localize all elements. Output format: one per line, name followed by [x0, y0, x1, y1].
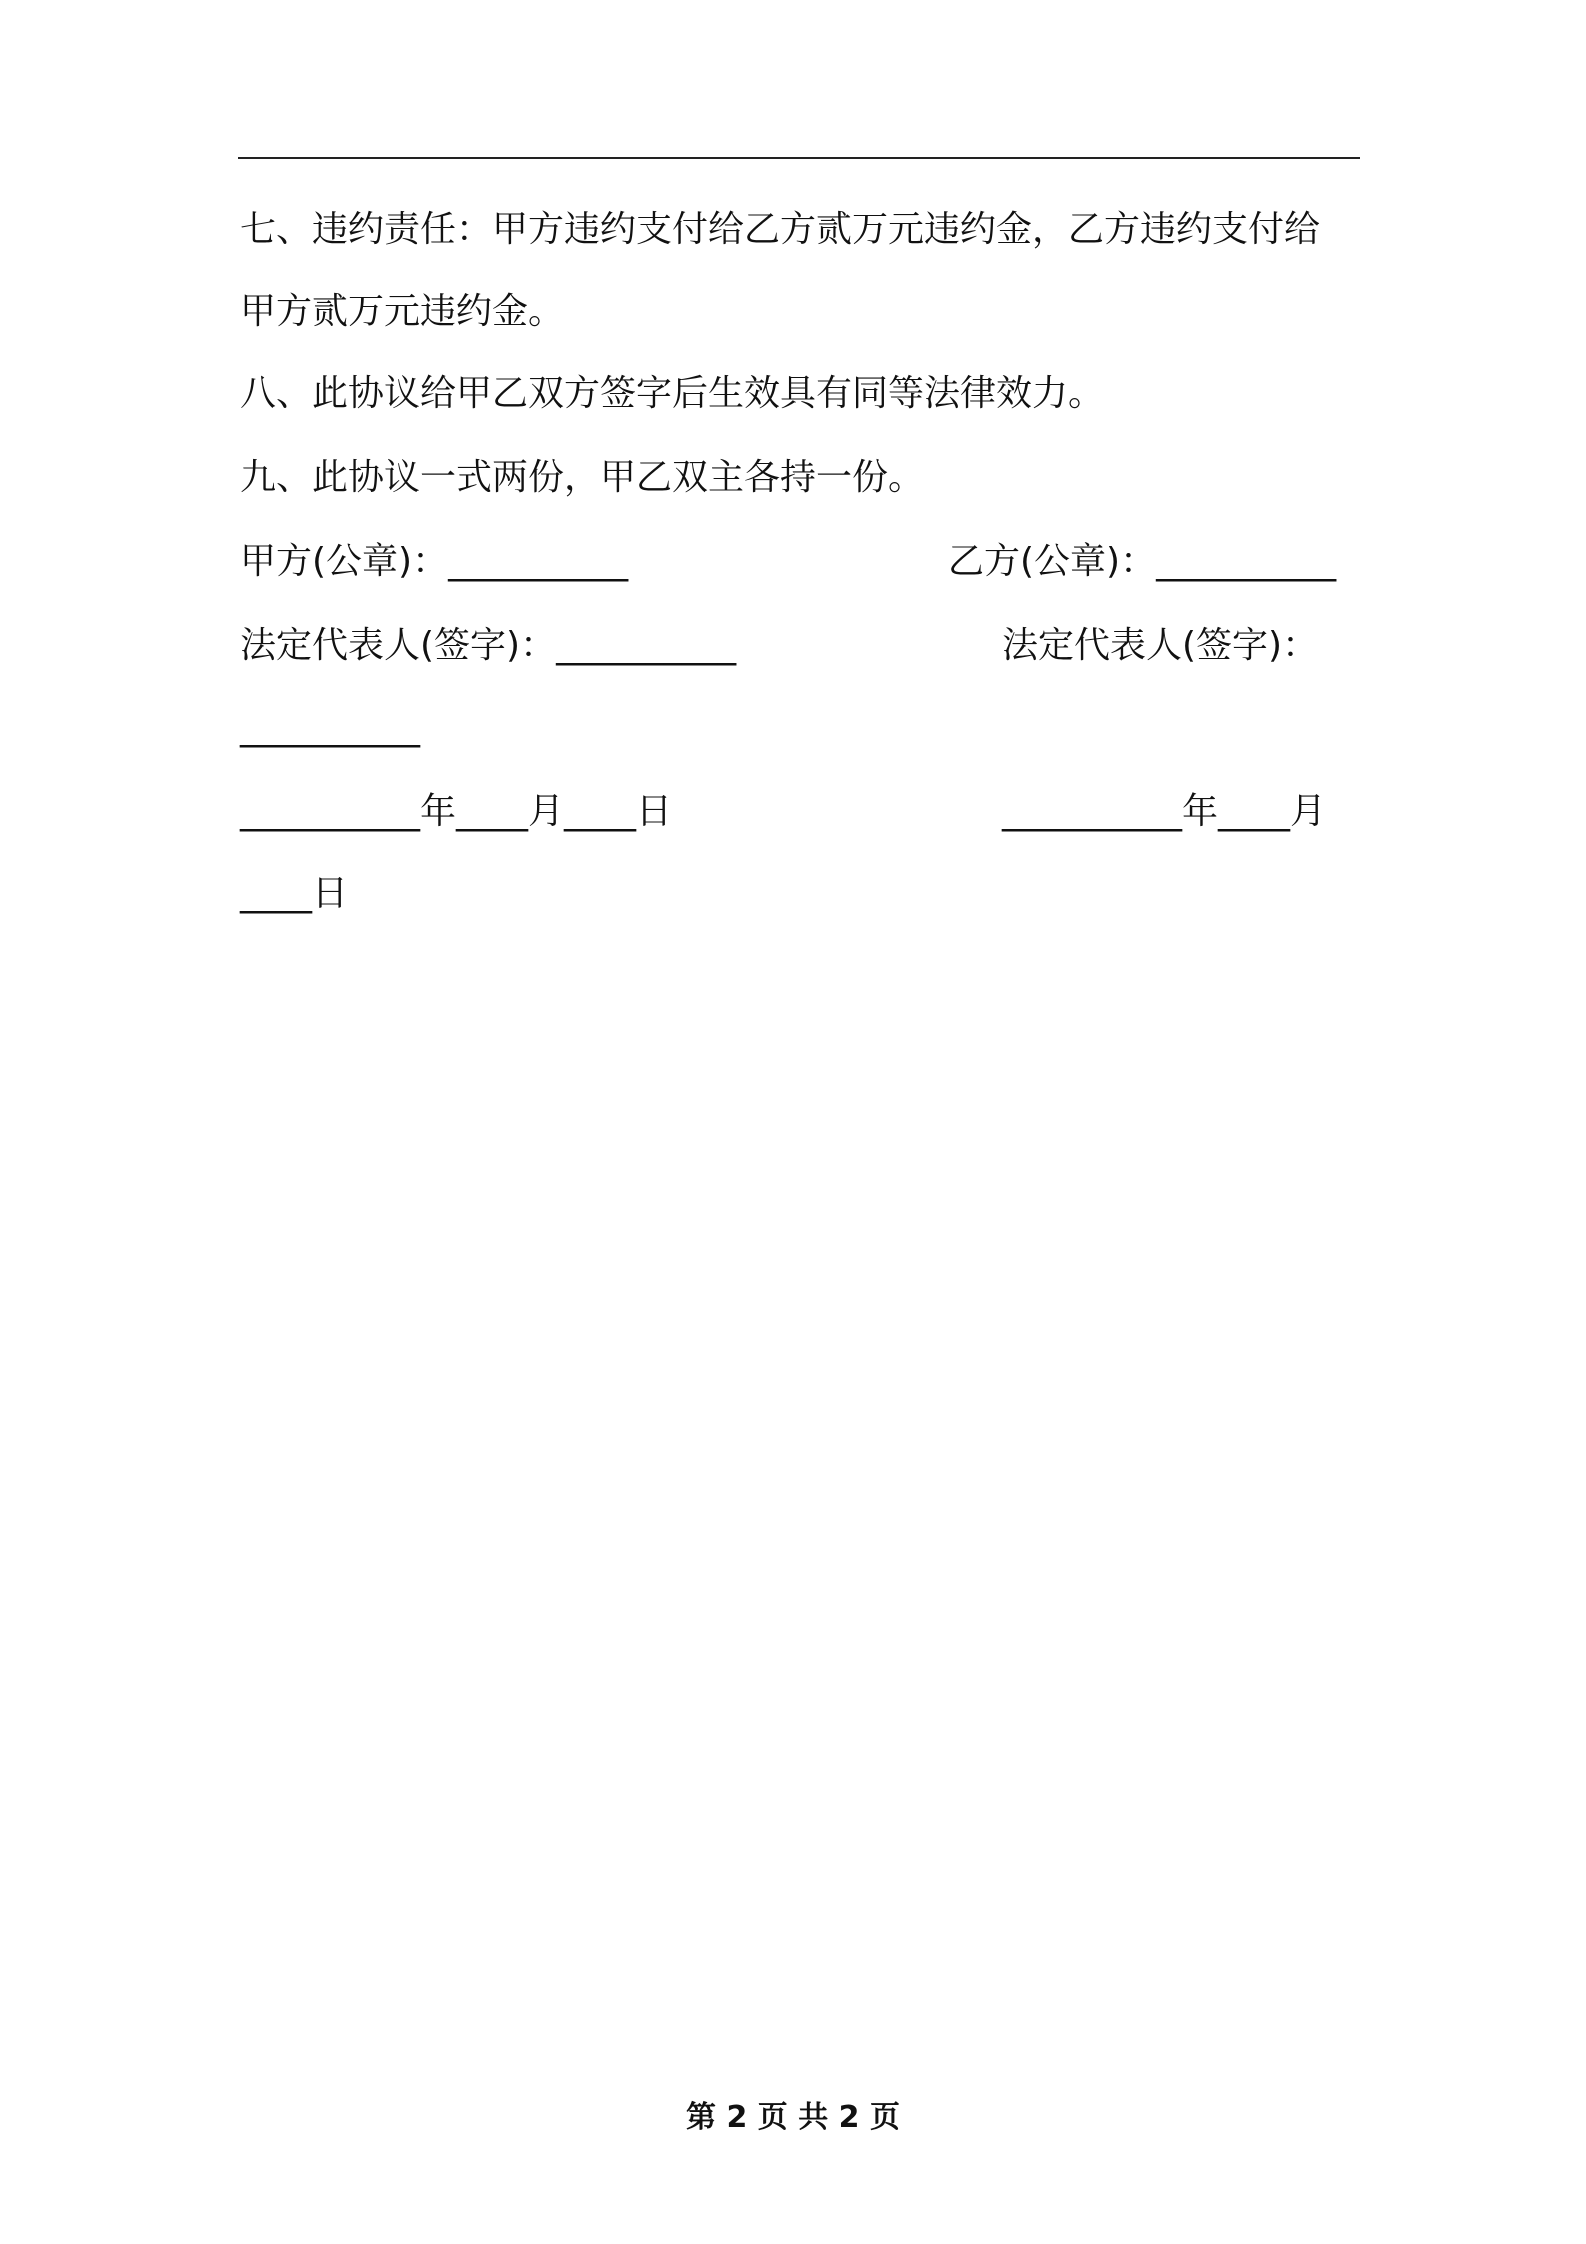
party-b-seal-field: 乙方(公章)：__________ [948, 541, 1337, 582]
clause-seven-line-1: 七、违约责任：甲方违约支付给乙方贰万元违约金，乙方违约支付给 [240, 209, 1321, 250]
header-rule [238, 157, 1360, 159]
party-a-representative-field: 法定代表人(签字)：__________ [240, 625, 737, 666]
page-indicator: 第 2 页 共 2 页 [686, 2100, 900, 2135]
party-b-date-day: ____日 [240, 873, 349, 914]
clause-seven-line-2: 甲方贰万元违约金。 [240, 291, 565, 332]
party-a-seal-field: 甲方(公章)：__________ [240, 541, 629, 582]
party-a-date-field: __________年____月____日 [240, 791, 672, 832]
clause-eight: 八、此协议给甲乙双方签字后生效具有同等法律效力。 [240, 373, 1105, 414]
clause-nine: 九、此协议一式两份，甲乙双主各持一份。 [240, 457, 925, 498]
party-b-representative-label: 法定代表人(签字)： [1002, 625, 1319, 666]
party-b-date-field: __________年____月 [1002, 791, 1326, 832]
party-b-representative-blank: __________ [240, 707, 420, 748]
